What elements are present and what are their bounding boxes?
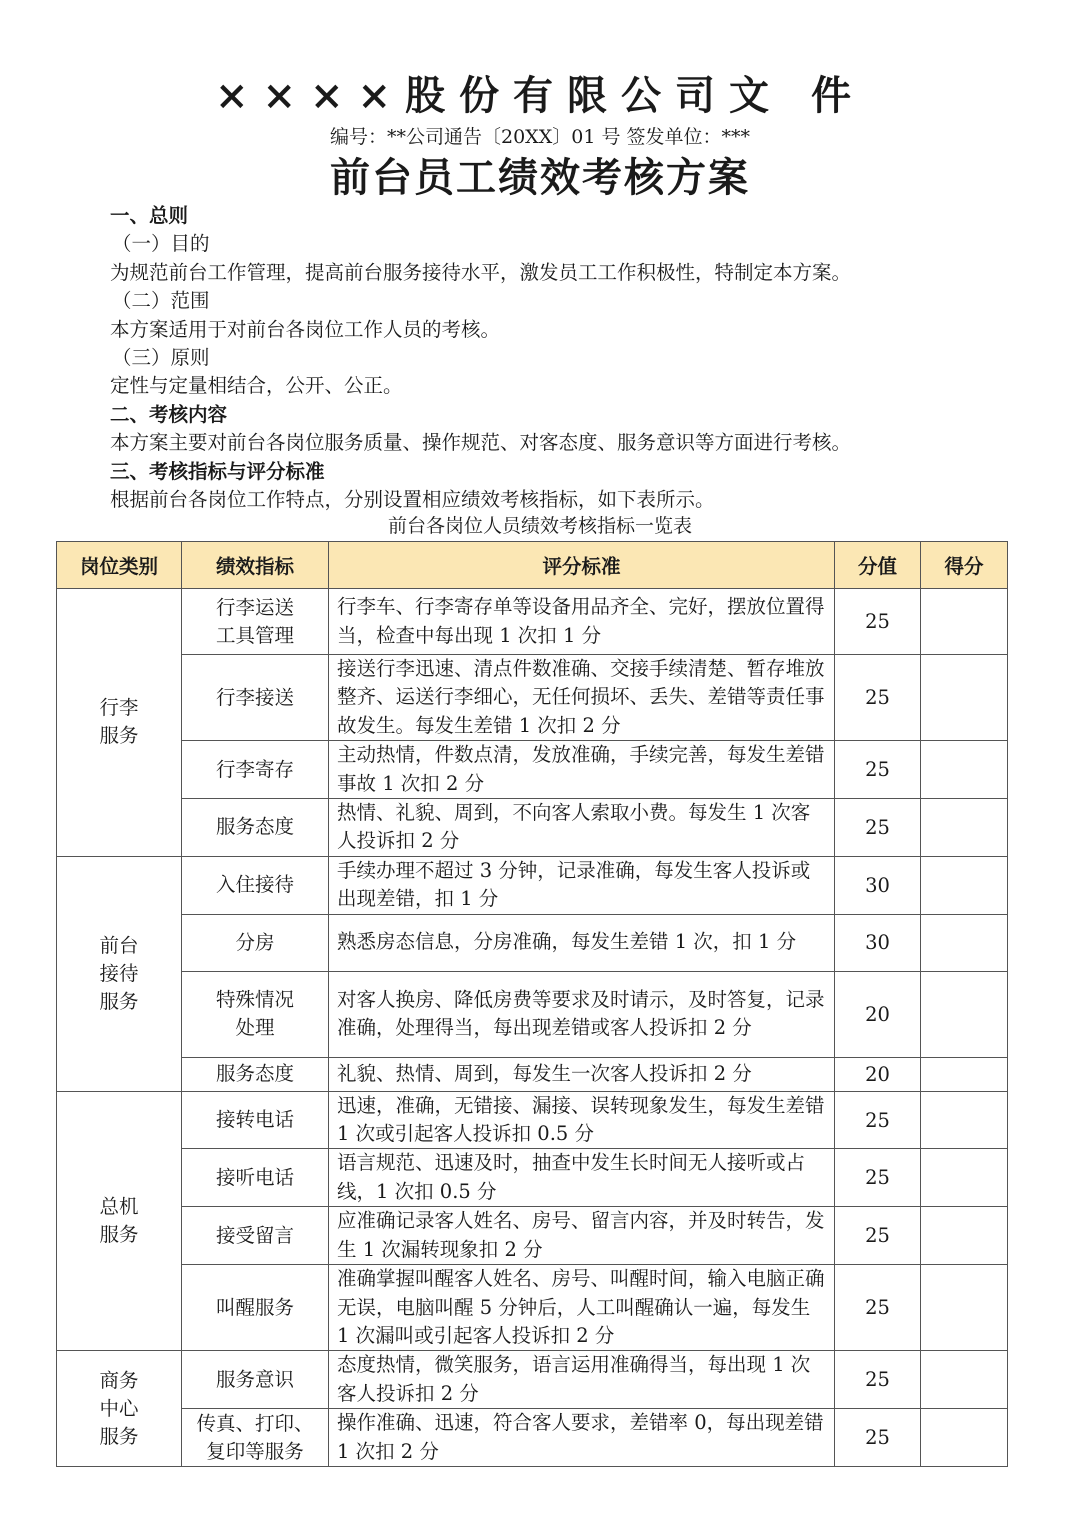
- paragraph: 定性与定量相结合，公开、公正。: [110, 374, 403, 398]
- metric-label: 接转电话: [215, 1108, 294, 1132]
- table-row: [57, 856, 1008, 914]
- got-score-cell[interactable]: [921, 1207, 1008, 1265]
- company-title: ××××股份有限公司文 件: [215, 72, 865, 119]
- table-row: [57, 971, 1008, 1057]
- metric-cell: [182, 856, 329, 914]
- metric-label: 传真、打印、复印等服务: [196, 1411, 314, 1463]
- plan-title: 前台员工绩效考核方案: [330, 154, 750, 201]
- metric-cell: [182, 741, 329, 799]
- got-score-cell[interactable]: [921, 1149, 1008, 1207]
- score-cell: 25: [835, 1265, 921, 1351]
- standard-cell: 准确掌握叫醒客人姓名、房号、叫醒时间，输入电脑正确无误，电脑叫醒 5 分钟后，人工叫醒确认一遍，每发生 1 次漏叫或引起客人投诉扣 2 分: [329, 1265, 835, 1351]
- metric-label: 服务态度: [215, 815, 294, 839]
- metric-label: 行李寄存: [215, 757, 294, 781]
- table-row: [57, 1149, 1008, 1207]
- metric-cell: [182, 1409, 329, 1467]
- metric-label: 行李接送: [215, 685, 294, 709]
- standard-cell: 应准确记录客人姓名、房号、留言内容，并及时转告，发生 1 次漏转现象扣 2 分: [329, 1207, 835, 1265]
- metric-cell: [182, 589, 329, 655]
- standard-cell: 语言规范、迅速及时，抽查中发生长时间无人接听或占线，1 次扣 0.5 分: [329, 1149, 835, 1207]
- table-row: [57, 1207, 1008, 1265]
- score-cell: 25: [835, 589, 921, 655]
- category-label: 总机服务: [99, 1194, 139, 1246]
- table-row: [57, 741, 1008, 799]
- section-heading: 三、考核指标与评分标准: [110, 459, 325, 483]
- category-label: 前台接待服务: [99, 933, 139, 1013]
- category-cell: [57, 856, 182, 1091]
- table-caption: 前台各岗位人员绩效考核指标一览表: [387, 515, 692, 537]
- got-score-cell[interactable]: [921, 1351, 1008, 1409]
- standard-cell: 态度热情，微笑服务，语言运用准确得当，每出现 1 次客人投诉扣 2 分: [329, 1351, 835, 1409]
- table-row: [57, 1265, 1008, 1351]
- standard-cell: 迅速，准确，无错接、漏接、误转现象发生，每发生差错 1 次或引起客人投诉扣 0.5 分: [329, 1091, 835, 1149]
- score-cell: 30: [835, 914, 921, 971]
- got-score-cell[interactable]: [921, 914, 1008, 971]
- metric-cell: [182, 1091, 329, 1149]
- standard-cell: 行李车、行李寄存单等设备用品齐全、完好，摆放位置得当，检查中每出现 1 次扣 1 分: [329, 589, 835, 655]
- column-header: 岗位类别: [57, 542, 182, 589]
- got-score-cell[interactable]: [921, 741, 1008, 799]
- category-cell: [57, 1091, 182, 1351]
- metric-label: 服务意识: [215, 1367, 294, 1391]
- paragraph: 为规范前台工作管理，提高前台服务接待水平，激发员工工作积极性，特制定本方案。: [110, 260, 852, 284]
- score-cell: 25: [835, 655, 921, 741]
- table-row: [57, 1057, 1008, 1091]
- got-score-cell[interactable]: [921, 655, 1008, 741]
- got-score-cell[interactable]: [921, 1057, 1008, 1091]
- got-score-cell[interactable]: [921, 589, 1008, 655]
- document-number: 编号：**公司通告〔20XX〕01 号 签发单位：***: [330, 126, 750, 148]
- paragraph: 根据前台各岗位工作特点，分别设置相应绩效考核指标，如下表所示。: [110, 488, 715, 512]
- table-row: [57, 914, 1008, 971]
- metric-label: 接听电话: [215, 1165, 294, 1189]
- score-cell: 30: [835, 856, 921, 914]
- paragraph: 本方案适用于对前台各岗位工作人员的考核。: [110, 317, 501, 341]
- section-heading: 一、总则: [110, 204, 189, 227]
- category-cell: [57, 589, 182, 857]
- standard-cell: 手续办理不超过 3 分钟，记录准确，每发生客人投诉或出现差错，扣 1 分: [329, 856, 835, 914]
- standard-cell: 接送行李迅速、清点件数准确、交接手续清楚、暂存堆放整齐、运送行李细心，无任何损坏、丢失、差错等责任事故发生。每发生差错 1 次扣 2 分: [329, 655, 835, 741]
- got-score-cell[interactable]: [921, 856, 1008, 914]
- category-label: 行李服务: [99, 696, 139, 748]
- score-cell: 25: [835, 1351, 921, 1409]
- column-header: 分值: [835, 542, 921, 589]
- got-score-cell[interactable]: [921, 1265, 1008, 1351]
- table-row: [57, 1351, 1008, 1409]
- section-heading: 二、考核内容: [110, 402, 228, 426]
- score-cell: 20: [835, 1057, 921, 1091]
- metric-cell: [182, 914, 329, 971]
- category-cell: [57, 1351, 182, 1467]
- table-row: [57, 1409, 1008, 1467]
- column-header: 绩效指标: [182, 542, 329, 589]
- table-row: [57, 1091, 1008, 1149]
- subsection-heading: （一）目的: [112, 232, 210, 256]
- standard-cell: 熟悉房态信息，分房准确，每发生差错 1 次，扣 1 分: [329, 914, 835, 971]
- score-cell: 25: [835, 799, 921, 857]
- metric-label: 行李运送工具管理: [215, 595, 294, 647]
- metric-cell: [182, 1351, 329, 1409]
- got-score-cell[interactable]: [921, 1091, 1008, 1149]
- metric-cell: [182, 1265, 329, 1351]
- score-cell: 25: [835, 1409, 921, 1467]
- table-row: [57, 655, 1008, 741]
- standard-cell: 对客人换房、降低房费等要求及时请示，及时答复，记录准确，处理得当，每出现差错或客人投诉扣 2 分: [329, 971, 835, 1057]
- metric-cell: [182, 1149, 329, 1207]
- score-cell: 25: [835, 741, 921, 799]
- standard-cell: 礼貌、热情、周到，每发生一次客人投诉扣 2 分: [329, 1057, 835, 1091]
- got-score-cell[interactable]: [921, 799, 1008, 857]
- score-cell: 25: [835, 1149, 921, 1207]
- paragraph: 本方案主要对前台各岗位服务质量、操作规范、对客态度、服务意识等方面进行考核。: [110, 431, 852, 455]
- score-cell: 25: [835, 1091, 921, 1149]
- standard-cell: 热情、礼貌、周到，不向客人索取小费。每发生 1 次客人投诉扣 2 分: [329, 799, 835, 857]
- table-header-row: [57, 542, 1008, 589]
- metric-cell: [182, 655, 329, 741]
- standard-cell: 主动热情，件数点清，发放准确，手续完善，每发生差错事故 1 次扣 2 分: [329, 741, 835, 799]
- standard-cell: 操作准确、迅速，符合客人要求，差错率 0，每出现差错 1 次扣 2 分: [329, 1409, 835, 1467]
- score-cell: 20: [835, 971, 921, 1057]
- category-label: 商务中心服务: [99, 1368, 139, 1448]
- metric-label: 接受留言: [215, 1223, 294, 1247]
- subsection-heading: （二）范围: [112, 289, 210, 313]
- metric-cell: [182, 1057, 329, 1091]
- score-cell: 25: [835, 1207, 921, 1265]
- metric-label: 入住接待: [215, 873, 294, 897]
- metric-cell: [182, 971, 329, 1057]
- column-header: 得分: [921, 542, 1008, 589]
- body-text: [110, 202, 1010, 514]
- metric-label: 分房: [235, 930, 275, 954]
- got-score-cell[interactable]: [921, 971, 1008, 1057]
- table-row: [57, 799, 1008, 857]
- table-row: [57, 589, 1008, 655]
- metric-label: 服务态度: [215, 1062, 294, 1086]
- metric-label: 叫醒服务: [215, 1295, 294, 1319]
- column-header: 评分标准: [329, 542, 835, 589]
- metric-label: 特殊情况处理: [215, 988, 294, 1040]
- got-score-cell[interactable]: [921, 1409, 1008, 1467]
- metric-cell: [182, 799, 329, 857]
- subsection-heading: （三）原则: [112, 346, 210, 370]
- kpi-table: [56, 541, 1008, 1467]
- metric-cell: [182, 1207, 329, 1265]
